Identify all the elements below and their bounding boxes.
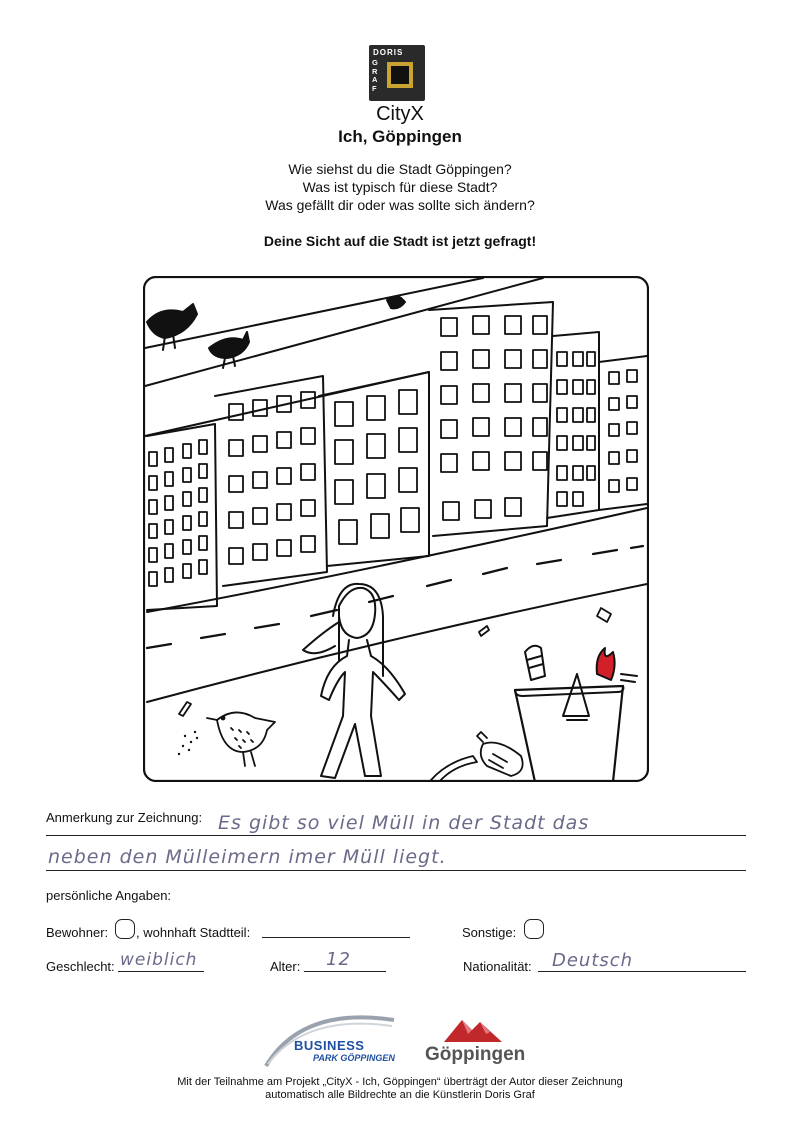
- person-on-phone: [303, 584, 405, 778]
- page-title: Ich, Göppingen: [338, 127, 462, 146]
- age-label: Alter:: [270, 959, 301, 974]
- resident-checkbox[interactable]: [115, 919, 135, 939]
- footer-line-2: automatisch alle Bildrechte an die Künstlerin Doris Graf: [265, 1089, 535, 1101]
- seeds: [178, 731, 198, 755]
- business-park-line1: BUSINESS: [294, 1038, 365, 1053]
- resident-label: Bewohner:: [46, 925, 109, 940]
- other-label: Sonstige:: [462, 925, 517, 940]
- business-park-line2: PARK GÖPPINGEN: [313, 1053, 395, 1063]
- footer-line-1: Mit der Teilnahme am Projekt „CityX - Ich, Göppingen“ überträgt der Autor dieser Zeichnung: [177, 1076, 623, 1088]
- remark-text-2: neben den Mülleimern imer Müll liegt.: [48, 846, 447, 868]
- district-field[interactable]: [262, 937, 410, 938]
- logo-text-graf: GRAF: [372, 58, 379, 93]
- bottle-litter: [477, 732, 523, 776]
- remark-label: Anmerkung zur Zeichnung:: [46, 810, 203, 825]
- wire-2: [145, 278, 543, 386]
- nationality-label: Nationalität:: [463, 959, 532, 974]
- question-2: Was ist typisch für diese Stadt?: [302, 179, 498, 195]
- remark-text-1: Es gibt so viel Müll in der Stadt das: [218, 812, 590, 834]
- flame-litter: [597, 648, 615, 680]
- remark-line-1: [46, 835, 746, 836]
- other-checkbox[interactable]: [524, 919, 544, 939]
- bird-ground: [207, 712, 275, 766]
- logo-text-doris: DORIS: [373, 48, 404, 57]
- gender-field[interactable]: [118, 971, 204, 972]
- banana-peel-litter: [431, 756, 477, 782]
- city-goeppingen-mountain-icon: [442, 1016, 504, 1044]
- question-3: Was gefällt dir oder was sollte sich ändern?: [265, 197, 535, 213]
- road-edge-bottom: [147, 584, 647, 702]
- gender-value: weiblich: [120, 950, 198, 970]
- project-name: CityX: [376, 103, 424, 125]
- personal-label: persönliche Angaben:: [46, 888, 172, 903]
- city-logo-text: Göppingen: [425, 1044, 526, 1065]
- child-drawing: [143, 276, 649, 782]
- trash-can: [515, 646, 637, 782]
- nationality-value: Deutsch: [552, 950, 634, 971]
- age-field[interactable]: [304, 971, 386, 972]
- district-label: , wohnhaft Stadtteil:: [136, 925, 251, 940]
- litter-pieces: [179, 608, 611, 716]
- nationality-field[interactable]: [538, 971, 746, 972]
- question-1: Wie siehst du die Stadt Göppingen?: [288, 161, 512, 177]
- age-value: 12: [326, 949, 351, 970]
- call-to-action: Deine Sicht auf die Stadt ist jetzt gefragt!: [263, 233, 537, 249]
- gender-label: Geschlecht:: [46, 959, 115, 974]
- logo-square-icon: [387, 62, 413, 88]
- doris-graf-logo: [369, 45, 425, 101]
- bird-black-3: [387, 296, 405, 308]
- remark-line-2: [46, 870, 746, 871]
- building-6: [599, 356, 647, 510]
